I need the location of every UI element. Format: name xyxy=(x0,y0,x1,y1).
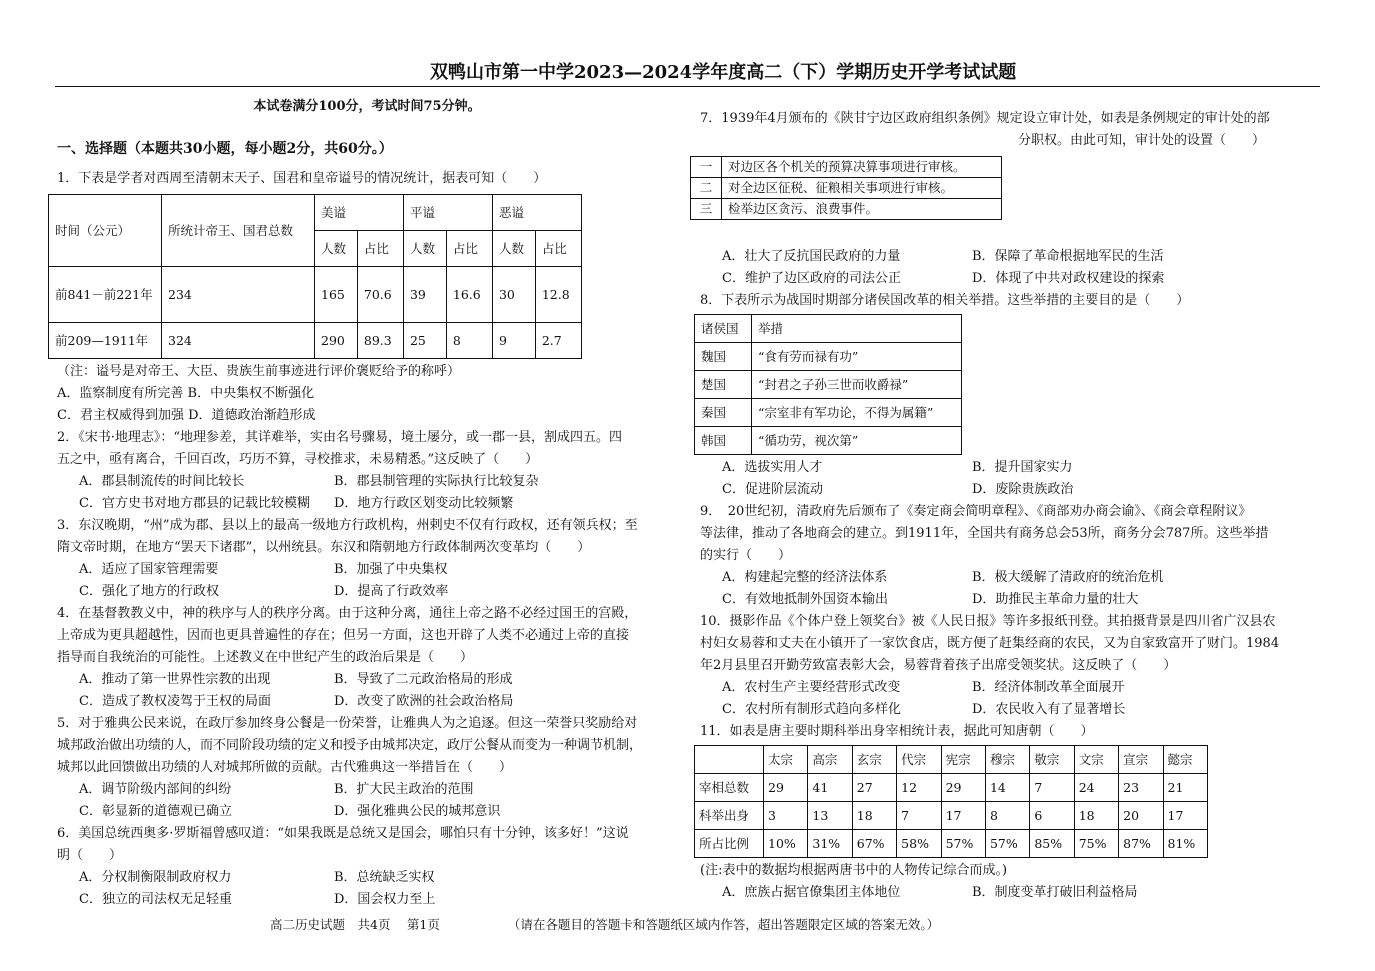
q1-cell: 324 xyxy=(162,323,315,359)
question-8 xyxy=(700,290,1320,501)
q7-row-text: 对全边区征税、征粮相关事项进行审核。 xyxy=(722,178,1002,199)
footer-instructions: （请在各题目的答题卡和答题纸区域内作答，超出答题限定区域的答案无效。） xyxy=(507,917,940,932)
q11-cell: 18 xyxy=(1074,802,1118,830)
q2-options-row xyxy=(57,471,677,493)
q1-h-mei: 美谥 xyxy=(315,195,404,231)
q9-options-row xyxy=(700,589,1320,611)
q11-emperor: 懿宗 xyxy=(1163,746,1207,774)
q7-stem-line: 分职权。由此可知，审计处的设置（ ） xyxy=(1018,133,1266,148)
q6-stem-line: 6．美国总统西奥多·罗斯福曾感叹道：“如果我既是总统又是国会，哪怕只有十分钟，该多好！”这说 xyxy=(57,826,629,841)
q11-emperor: 高宗 xyxy=(808,746,852,774)
q11-cell: 8 xyxy=(985,802,1029,830)
q11-cell: 27 xyxy=(852,774,896,802)
q8-measure: “循功劳，视次第” xyxy=(752,427,962,455)
q1-h-ping: 平谥 xyxy=(403,195,492,231)
q11-emperor: 敬宗 xyxy=(1030,746,1074,774)
q1-stem: 1．下表是学者对西周至清朝末天子、国君和皇帝谥号的情况统计，据表可知（ ） xyxy=(57,171,547,186)
q8-options-row xyxy=(700,457,1320,479)
q11-cell: 10% xyxy=(764,830,808,858)
q7-options-row xyxy=(700,268,1320,290)
q8-h-state: 诸侯国 xyxy=(695,315,752,343)
q1-cell: 165 xyxy=(315,267,358,323)
question-6 xyxy=(57,823,677,911)
q1-cell: 12.8 xyxy=(535,267,581,323)
q7-option-c: C．维护了边区政府的司法公正 xyxy=(722,271,901,286)
q8-state: 秦国 xyxy=(695,399,752,427)
question-3 xyxy=(57,515,677,603)
question-2 xyxy=(57,427,677,515)
q3-options-row xyxy=(57,581,677,603)
exam-title: 双鸭山市第一中学2023—2024学年度高二（下）学期历史开学考试试题 xyxy=(430,62,1017,83)
q11-emperor: 宣宗 xyxy=(1119,746,1163,774)
q7-options-row xyxy=(700,246,1320,268)
q1-cell: 16.6 xyxy=(446,267,492,323)
q11-table xyxy=(694,745,1208,858)
footer-page-info: 高二历史试题 共4页 第1页 xyxy=(270,917,440,932)
q1-option-ab: A．监察制度有所完善 B．中央集权不断强化 xyxy=(57,386,315,401)
q5-option-d: D．强化雅典公民的城邦意识 xyxy=(334,804,501,819)
q11-options-row xyxy=(700,882,1320,904)
q8-options-row xyxy=(700,479,1320,501)
q11-cell: 17 xyxy=(1163,802,1207,830)
q8-h-measure: 举措 xyxy=(752,315,962,343)
q1-cell: 前209—1911年 xyxy=(49,323,162,359)
q1-cell: 89.3 xyxy=(357,323,403,359)
q1-h-num: 人数 xyxy=(315,231,358,267)
q7-option-d: D．体现了中共对政权建设的探索 xyxy=(972,271,1165,286)
q7-row-num: 二 xyxy=(691,178,722,199)
page-footer xyxy=(270,914,1320,936)
q11-note: (注:表中的数据均根据两唐书中的人物传记综合而成。) xyxy=(700,863,1008,878)
q11-cell: 75% xyxy=(1074,830,1118,858)
q6-option-a: A．分权制衡限制政府权力 xyxy=(79,870,232,885)
q8-measure: “食有劳而禄有功” xyxy=(752,343,962,371)
q8-state: 魏国 xyxy=(695,343,752,371)
q11-cell: 18 xyxy=(852,802,896,830)
q11-cell: 29 xyxy=(941,774,985,802)
q11-cell: 13 xyxy=(808,802,852,830)
q1-cell: 前841－前221年 xyxy=(49,267,162,323)
q11-cell: 41 xyxy=(808,774,852,802)
q3-option-b: B．加强了中央集权 xyxy=(334,562,448,577)
q11-option-a: A．庶族占据官僚集团主体地位 xyxy=(722,885,901,900)
q9-option-b: B．极大缓解了清政府的统治危机 xyxy=(972,570,1164,585)
q5-option-c: C．彰显新的道德观已确立 xyxy=(79,804,232,819)
section-heading: 一、选择题（本题共30小题，每小题2分，共60分。） xyxy=(57,141,393,157)
q2-option-b: B．郡县制管理的实际执行比较复杂 xyxy=(334,474,539,489)
q8-measure: “宗室非有军功论，不得为属籍” xyxy=(752,399,962,427)
question-9 xyxy=(700,501,1320,611)
q1-cell: 234 xyxy=(162,267,315,323)
q7-table xyxy=(690,156,1002,220)
q11-cell: 14 xyxy=(985,774,1029,802)
q9-option-a: A．构建起完整的经济法体系 xyxy=(722,570,888,585)
q11-emperor: 太宗 xyxy=(764,746,808,774)
q11-corner xyxy=(695,746,764,774)
q6-options-row xyxy=(57,867,677,889)
q7-option-b: B．保障了革命根据地军民的生活 xyxy=(972,249,1164,264)
q11-cell: 7 xyxy=(1030,774,1074,802)
q7-row-num: 三 xyxy=(691,199,722,220)
q5-option-b: B．扩大民主政治的范围 xyxy=(334,782,474,797)
q11-cell: 12 xyxy=(897,774,941,802)
q1-note: （注：谥号是对帝王、大臣、贵族生前事迹进行评价褒贬给予的称呼） xyxy=(57,364,461,379)
q1-h-num: 人数 xyxy=(403,231,446,267)
q11-emperor: 代宗 xyxy=(897,746,941,774)
q7-row-num: 一 xyxy=(691,157,722,178)
q7-option-a: A．壮大了反抗国民政府的力量 xyxy=(722,249,901,264)
q6-options-row xyxy=(57,889,677,911)
q10-option-c: C．农村所有制形式趋向多样化 xyxy=(722,702,901,717)
q11-cell: 6 xyxy=(1030,802,1074,830)
q2-options-row xyxy=(57,493,677,515)
q9-option-c: C．有效地抵制外国资本输出 xyxy=(722,592,888,607)
q10-options-row xyxy=(700,699,1320,721)
q2-stem-line: 2．《宋书·地理志》：“地理参差，其详难举，实由名号骤易，境土屡分，或一郡一县，割成四五。四 xyxy=(57,430,623,445)
q1-cell: 9 xyxy=(492,323,535,359)
q7-row-text: 对边区各个机关的预算决算事项进行审核。 xyxy=(722,157,1002,178)
q5-options-row xyxy=(57,801,677,823)
q6-option-b: B．总统缺乏实权 xyxy=(334,870,435,885)
q6-option-c: C．独立的司法权无足轻重 xyxy=(79,892,232,907)
q5-options-row xyxy=(57,779,677,801)
q1-cell: 39 xyxy=(403,267,446,323)
q4-option-d: D．改变了欧洲的社会政治格局 xyxy=(334,694,514,709)
q1-h-ratio: 占比 xyxy=(446,231,492,267)
q11-row-label: 宰相总数 xyxy=(695,774,764,802)
q3-option-c: C．强化了地方的行政权 xyxy=(79,584,219,599)
q5-stem-line: 城邦政治做出功绩的人，而不同阶段功绩的定义和授予由城邦决定，政厅公餐从而变为一种调节机制， xyxy=(57,738,643,753)
q11-emperor: 玄宗 xyxy=(852,746,896,774)
q2-option-d: D．地方行政区划变动比较频繁 xyxy=(334,496,514,511)
q11-cell: 31% xyxy=(808,830,852,858)
q1-h-ratio: 占比 xyxy=(357,231,403,267)
q6-option-d: D．国会权力至上 xyxy=(334,892,436,907)
q8-state: 韩国 xyxy=(695,427,752,455)
q8-option-c: C．促进阶层流动 xyxy=(722,482,823,497)
q11-emperor: 宪宗 xyxy=(941,746,985,774)
q8-state: 楚国 xyxy=(695,371,752,399)
q10-stem-line: 年2月县里召开勤劳致富表彰大会，易蓉背着孩子出席受领奖状。这反映了（ ） xyxy=(700,658,1177,673)
q11-cell: 7 xyxy=(897,802,941,830)
right-column xyxy=(700,108,1320,904)
q10-stem-line: 10．摄影作品《个体户登上领奖台》被《人民日报》等许多报纸刊登。其拍摄背景是四川省广汉县农 xyxy=(700,614,1276,629)
q11-cell: 67% xyxy=(852,830,896,858)
q4-options-row xyxy=(57,691,677,713)
q11-cell: 17 xyxy=(941,802,985,830)
q11-row-label: 所占比例 xyxy=(695,830,764,858)
q1-cell: 290 xyxy=(315,323,358,359)
title-rule xyxy=(55,86,1320,87)
q11-cell: 57% xyxy=(985,830,1029,858)
q11-emperor: 穆宗 xyxy=(985,746,1029,774)
q2-stem-line: 五之中，亟有离合，千回百改，巧历不算，寻校推求，未易精悉。”这反映了（ ） xyxy=(57,452,539,467)
q11-cell: 57% xyxy=(941,830,985,858)
q11-cell: 29 xyxy=(764,774,808,802)
q11-cell: 58% xyxy=(897,830,941,858)
q4-options-row xyxy=(57,669,677,691)
q8-option-d: D．废除贵族政治 xyxy=(972,482,1074,497)
q3-stem-line: 3．东汉晚期，“州”成为郡、县以上的最高一级地方行政机构，州剌史不仅有行政权，还有领兵权；至 xyxy=(57,518,638,533)
q1-option-cd: C．君主权威得到加强 D．道德政治渐趋形成 xyxy=(57,408,316,423)
q9-stem-line: 的实行（ ） xyxy=(700,548,792,563)
q11-cell: 81% xyxy=(1163,830,1207,858)
q4-stem-line: 4．在基督教教义中，神的秩序与人的秩序分离。由于这种分离，通往上帝之路不必经过国王的宫殿， xyxy=(57,606,638,621)
question-10 xyxy=(700,611,1320,721)
q3-stem-line: 隋文帝时期，在地方“罢天下诸郡”，以州统县。东汉和隋朝地方行政体制两次变革均（ ） xyxy=(57,540,591,555)
q3-option-a: A．适应了国家管理需要 xyxy=(79,562,219,577)
q11-cell: 20 xyxy=(1119,802,1163,830)
left-column xyxy=(57,96,677,911)
q11-emperor: 文宗 xyxy=(1074,746,1118,774)
q5-stem-line: 5．对于雅典公民来说，在政厅参加终身公餐是一份荣誉，让雅典人为之追逐。但这一荣誉只奖励给对 xyxy=(57,716,638,731)
q9-stem-line: 9． 20世纪初，清政府先后颁布了《奏定商会简明章程》、《商部劝办商会谕》、《商会章程附议》 xyxy=(700,504,1252,519)
q10-option-b: B．经济体制改革全面展开 xyxy=(972,680,1125,695)
q11-cell: 23 xyxy=(1119,774,1163,802)
q8-option-a: A．选拔实用人才 xyxy=(722,460,823,475)
q1-cell: 30 xyxy=(492,267,535,323)
q2-option-c: C．官方史书对地方郡县的记载比较模糊 xyxy=(79,496,310,511)
q7-stem-line: 7．1939年4月颁布的《陕甘宁边区政府组织条例》规定设立审计处，如表是条例规定的审计处的部 xyxy=(700,111,1270,126)
q11-cell: 21 xyxy=(1163,774,1207,802)
q9-option-d: D．助推民主革命力量的壮大 xyxy=(972,592,1139,607)
question-4 xyxy=(57,603,677,713)
q11-stem: 11．如表是唐主要时期科举出身宰相统计表，据此可知唐朝（ ） xyxy=(700,724,1094,739)
q4-option-c: C．造成了教权凌驾于王权的局面 xyxy=(79,694,271,709)
question-5 xyxy=(57,713,677,823)
q1-cell: 25 xyxy=(403,323,446,359)
q6-stem-line: 明（ ） xyxy=(57,848,123,863)
question-7 xyxy=(700,108,1320,290)
q1-cell: 8 xyxy=(446,323,492,359)
q4-option-b: B．导致了二元政治格局的形成 xyxy=(334,672,513,687)
q8-stem: 8．下表所示为战国时期部分诸侯国改革的相关举措。这些举措的主要目的是（ ） xyxy=(700,293,1190,308)
q10-option-a: A．农村生产主要经营形式改变 xyxy=(722,680,901,695)
exam-intro: 本试卷满分100分，考试时间75分钟。 xyxy=(253,99,481,114)
q3-option-d: D．提高了行政效率 xyxy=(334,584,449,599)
q8-table xyxy=(694,314,962,455)
q4-stem-line: 上帝成为更具超越性，因而也更具普遍性的存在；但另一方面，这也开辟了人类不必通过上帝的直接 xyxy=(57,628,630,643)
q1-h-e: 恶谥 xyxy=(492,195,581,231)
q4-option-a: A．推动了第一世界性宗教的出现 xyxy=(79,672,271,687)
q11-option-b: B．制度变革打破旧利益格局 xyxy=(972,885,1138,900)
q1-h-total: 所统计帝王、国君总数 xyxy=(162,195,315,267)
q1-h-ratio: 占比 xyxy=(535,231,581,267)
q11-cell: 24 xyxy=(1074,774,1118,802)
q11-cell: 3 xyxy=(764,802,808,830)
q11-cell: 87% xyxy=(1119,830,1163,858)
question-11 xyxy=(700,721,1320,904)
q1-h-num: 人数 xyxy=(492,231,535,267)
q1-cell: 70.6 xyxy=(357,267,403,323)
q7-row-text: 检举边区贪污、浪费事件。 xyxy=(722,199,1002,220)
q5-stem-line: 城邦以此回馈做出功绩的人对城邦所做的贡献。古代雅典这一举措旨在（ ） xyxy=(57,760,513,775)
q8-option-b: B．提升国家实力 xyxy=(972,460,1073,475)
q9-options-row xyxy=(700,567,1320,589)
q9-stem-line: 等法律，推动了各地商会的建立。到1911年，全国共有商务总会53所，商务分会787所。这些举措 xyxy=(700,526,1269,541)
q1-cell: 2.7 xyxy=(535,323,581,359)
q1-h-time: 时间（公元） xyxy=(49,195,162,267)
q2-option-a: A．郡县制流传的时间比较长 xyxy=(79,474,245,489)
q1-table xyxy=(48,194,582,359)
question-1 xyxy=(57,168,677,427)
q3-options-row xyxy=(57,559,677,581)
q10-option-d: D．农民收入有了显著增长 xyxy=(972,702,1126,717)
q10-options-row xyxy=(700,677,1320,699)
q11-row-label: 科举出身 xyxy=(695,802,764,830)
q10-stem-line: 村妇女易蓉和丈夫在小镇开了一家饮食店，既方便了赶集经商的农民，又为自家致富开了财门。1984 xyxy=(700,636,1280,651)
q5-option-a: A．调节阶级内部间的纠纷 xyxy=(79,782,232,797)
q8-measure: “封君之子孙三世而收爵禄” xyxy=(752,371,962,399)
q4-stem-line: 指导而自我统治的可能性。上述教义在中世纪产生的政治后果是（ ） xyxy=(57,650,474,665)
q11-cell: 85% xyxy=(1030,830,1074,858)
